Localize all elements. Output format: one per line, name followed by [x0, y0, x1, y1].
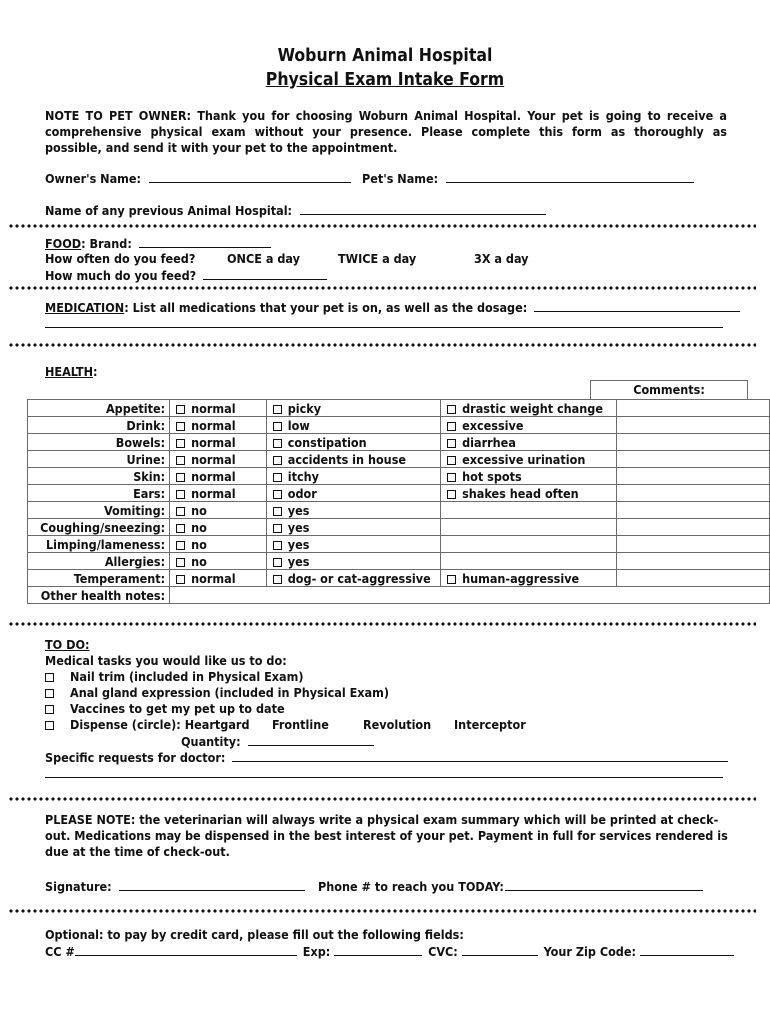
health-option-label: accidents in house: [287, 451, 407, 467]
medication-row: [45, 299, 740, 315]
health-row: [28, 400, 770, 417]
checkbox-icon[interactable]: [273, 473, 282, 482]
health-option[interactable]: [447, 469, 522, 484]
medication-field-line-2[interactable]: [45, 315, 723, 328]
health-option-cell: [170, 417, 267, 434]
health-option-label: yes: [287, 519, 310, 535]
specific-requests-row: [45, 749, 728, 765]
previous-hospital-field[interactable]: [300, 202, 546, 215]
health-option[interactable]: [176, 503, 207, 518]
zip-label: Your Zip Code:: [543, 944, 636, 959]
health-option-cell: [441, 536, 617, 553]
checkbox-icon[interactable]: [273, 558, 282, 567]
checkbox-icon[interactable]: [45, 705, 54, 714]
checkbox-icon[interactable]: [273, 524, 282, 533]
health-option-label: diarrhea: [462, 434, 516, 450]
health-row: [28, 434, 770, 451]
comments-header: Comments:: [590, 380, 748, 399]
health-option-cell: [266, 570, 440, 587]
owner-name-field[interactable]: [149, 170, 351, 183]
todo-item-nail-trim[interactable]: [45, 669, 303, 684]
cc-label: CC #: [45, 944, 75, 959]
health-option[interactable]: [447, 401, 603, 416]
health-row-label: Appetite:: [28, 400, 170, 417]
specific-requests-field-line-2[interactable]: [45, 765, 723, 778]
signature-row: [45, 878, 305, 894]
health-comment-field[interactable]: [617, 451, 770, 468]
health-option-label: yes: [287, 536, 310, 552]
payment-row: [45, 943, 734, 959]
previous-hospital-row: [45, 202, 546, 218]
phone-row: [318, 878, 703, 894]
health-row-label: Limping/lameness:: [28, 536, 170, 553]
medication-label: : List all medications that your pet is on, as well as the dosage:: [124, 300, 528, 315]
form-title: Physical Exam Intake Form: [265, 70, 505, 90]
health-option[interactable]: [176, 452, 235, 467]
health-option-cell: [441, 400, 617, 417]
health-option[interactable]: [273, 486, 317, 501]
health-heading-row: [45, 364, 97, 379]
health-option-cell: [170, 519, 267, 536]
section-divider: [8, 343, 756, 347]
health-option-label: no: [191, 502, 207, 518]
health-option[interactable]: [176, 401, 235, 416]
pet-name-row: [362, 170, 694, 186]
feed-frequency-label: How often do you feed?: [45, 251, 196, 266]
checkbox-icon[interactable]: [273, 405, 282, 414]
health-option[interactable]: [447, 435, 516, 450]
health-comment-field[interactable]: [617, 502, 770, 519]
quantity-label: Quantity:: [181, 734, 241, 749]
health-option-label: normal: [191, 468, 236, 484]
checkbox-icon[interactable]: [273, 541, 282, 550]
health-comment-field[interactable]: [617, 519, 770, 536]
health-option-cell: [266, 519, 440, 536]
health-comment-field[interactable]: [617, 570, 770, 587]
checkbox-icon[interactable]: [273, 439, 282, 448]
todo-intro: Medical tasks you would like us to do:: [45, 653, 287, 668]
health-option-cell: [170, 434, 267, 451]
health-option-cell: [441, 468, 617, 485]
health-table: [27, 399, 770, 604]
dispense-revolution-option[interactable]: Revolution: [363, 717, 432, 732]
health-comment-field[interactable]: [617, 417, 770, 434]
health-option-label: yes: [287, 553, 310, 569]
health-option-label: shakes head often: [462, 485, 579, 501]
todo-item-label: Vaccines to get my pet up to date: [70, 701, 285, 716]
checkbox-icon[interactable]: [176, 541, 185, 550]
feed-amount-label: How much do you feed?: [45, 268, 197, 283]
food-brand-label: : Brand:: [81, 236, 132, 251]
checkout-notice: PLEASE NOTE: the veterinarian will always write a physical exam summary which will be printed at check-out. Medications may be dispensed in the best interest of your pet. Payment in full for services rendered is due at the time of check-out.: [45, 812, 728, 860]
health-option[interactable]: [273, 469, 319, 484]
checkbox-icon[interactable]: [176, 456, 185, 465]
checkbox-icon[interactable]: [176, 439, 185, 448]
health-option-label: odor: [287, 485, 317, 501]
checkbox-icon[interactable]: [447, 405, 456, 414]
health-option[interactable]: [447, 486, 579, 501]
health-option-label: excessive urination: [462, 451, 586, 467]
checkbox-icon[interactable]: [447, 439, 456, 448]
health-option-cell: [266, 536, 440, 553]
health-option-label: normal: [191, 570, 236, 586]
health-option[interactable]: [447, 452, 585, 467]
health-row-label: Other health notes:: [28, 587, 170, 604]
previous-hospital-label: Name of any previous Animal Hospital:: [45, 203, 293, 218]
health-option-cell: [266, 434, 440, 451]
health-row: [28, 519, 770, 536]
health-option-label: picky: [287, 400, 322, 416]
health-comment-field[interactable]: [617, 553, 770, 570]
section-divider: [8, 286, 756, 290]
health-row: [28, 485, 770, 502]
feed-amount-row: [45, 267, 327, 283]
health-option-cell: [266, 502, 440, 519]
health-option-cell: [441, 417, 617, 434]
health-row-label: Allergies:: [28, 553, 170, 570]
checkbox-icon[interactable]: [273, 456, 282, 465]
checkbox-icon[interactable]: [176, 507, 185, 516]
health-comment-field[interactable]: [617, 400, 770, 417]
health-comment-field[interactable]: [617, 485, 770, 502]
health-option-label: itchy: [287, 468, 319, 484]
dispense-interceptor-option[interactable]: Interceptor: [454, 717, 526, 732]
checkbox-icon[interactable]: [273, 422, 282, 431]
health-option-cell: [170, 502, 267, 519]
form-hospital-name: Woburn Animal Hospital: [277, 46, 493, 66]
health-comment-field[interactable]: [617, 536, 770, 553]
quantity-row: [181, 733, 374, 749]
checkbox-icon[interactable]: [273, 490, 282, 499]
health-option[interactable]: [176, 537, 207, 552]
checkbox-icon[interactable]: [176, 422, 185, 431]
dispense-frontline-option[interactable]: Frontline: [272, 717, 329, 732]
health-row: [28, 502, 770, 519]
health-row-label: Ears:: [28, 485, 170, 502]
todo-item-vaccines[interactable]: [45, 701, 285, 716]
exp-field[interactable]: [334, 943, 422, 956]
health-option-cell: [441, 570, 617, 587]
health-option[interactable]: [176, 469, 235, 484]
medication-field[interactable]: [534, 299, 740, 312]
checkbox-icon[interactable]: [447, 575, 456, 584]
health-option[interactable]: [447, 418, 523, 433]
checkbox-icon[interactable]: [176, 405, 185, 414]
health-option-cell: [266, 553, 440, 570]
health-row: [28, 451, 770, 468]
health-option-label: normal: [191, 485, 236, 501]
health-option-label: low: [287, 417, 310, 433]
health-option-cell: [266, 468, 440, 485]
health-option[interactable]: [176, 571, 235, 586]
health-option-cell: [170, 570, 267, 587]
checkbox-icon[interactable]: [273, 575, 282, 584]
other-health-notes-field[interactable]: [170, 587, 770, 604]
health-option-cell: [266, 451, 440, 468]
health-option[interactable]: [273, 554, 310, 569]
feed-amount-field[interactable]: [203, 267, 327, 280]
health-heading-colon: :: [92, 364, 98, 379]
health-row: [28, 570, 770, 587]
health-row-label: Skin:: [28, 468, 170, 485]
owner-name-row: [45, 170, 351, 186]
checkbox-icon[interactable]: [447, 473, 456, 482]
health-option[interactable]: [273, 435, 367, 450]
checkbox-icon[interactable]: [447, 422, 456, 431]
checkbox-icon[interactable]: [176, 490, 185, 499]
intro-note: NOTE TO PET OWNER: Thank you for choosing Woburn Animal Hospital. Your pet is going to receive a comprehensive physical exam without your presence. Please complete this form as thoroughly as possible, and send it with your pet to the appointment.: [45, 108, 727, 156]
health-option-label: no: [191, 553, 207, 569]
health-row: [28, 536, 770, 553]
health-row-label: Temperament:: [28, 570, 170, 587]
health-option-label: no: [191, 519, 207, 535]
health-option-label: excessive: [462, 417, 524, 433]
health-row-label: Vomiting:: [28, 502, 170, 519]
exp-label: Exp:: [302, 944, 331, 959]
cvc-field[interactable]: [462, 943, 538, 956]
health-option-label: yes: [287, 502, 310, 518]
health-option[interactable]: [176, 418, 235, 433]
signature-label: Signature:: [45, 879, 112, 894]
checkbox-icon[interactable]: [176, 473, 185, 482]
health-option-cell: [266, 417, 440, 434]
health-option-cell: [170, 400, 267, 417]
health-option[interactable]: [447, 571, 579, 586]
health-option-cell: [170, 553, 267, 570]
health-row: [28, 417, 770, 434]
health-option[interactable]: [176, 520, 207, 535]
health-option-label: constipation: [287, 434, 367, 450]
checkbox-icon[interactable]: [45, 721, 54, 730]
health-option[interactable]: [273, 520, 310, 535]
feed-once-option[interactable]: ONCE a day: [227, 251, 300, 266]
health-row-label: Bowels:: [28, 434, 170, 451]
zip-field[interactable]: [640, 943, 734, 956]
todo-item-label: Anal gland expression (included in Physical Exam): [70, 685, 389, 700]
health-option[interactable]: [273, 503, 310, 518]
pet-name-label: Pet's Name:: [362, 171, 439, 186]
health-option[interactable]: [273, 418, 310, 433]
checkbox-icon[interactable]: [447, 456, 456, 465]
health-option-cell: [441, 434, 617, 451]
pet-name-field[interactable]: [446, 170, 694, 183]
health-option-label: dog- or cat-aggressive: [287, 570, 431, 586]
todo-item-anal-gland[interactable]: [45, 685, 389, 700]
health-option-cell: [266, 400, 440, 417]
health-option-cell: [441, 553, 617, 570]
health-option-cell: [170, 468, 267, 485]
health-option-label: drastic weight change: [462, 400, 603, 416]
section-divider: [8, 909, 756, 913]
health-option[interactable]: [176, 554, 207, 569]
health-option-label: hot spots: [462, 468, 522, 484]
phone-label: Phone # to reach you TODAY:: [318, 879, 504, 894]
health-row-label: Coughing/sneezing:: [28, 519, 170, 536]
health-row: [28, 553, 770, 570]
todo-item-dispense[interactable]: [45, 717, 250, 732]
quantity-field[interactable]: [248, 733, 374, 746]
health-option-cell: [441, 519, 617, 536]
health-option-cell: [170, 536, 267, 553]
health-option[interactable]: [176, 435, 235, 450]
specific-requests-label: Specific requests for doctor:: [45, 750, 226, 765]
checkbox-icon[interactable]: [447, 490, 456, 499]
health-option[interactable]: [273, 452, 406, 467]
health-row-label: Urine:: [28, 451, 170, 468]
todo-item-label: Dispense (circle): Heartgard: [70, 717, 250, 732]
feed-three-option[interactable]: 3X a day: [474, 251, 529, 266]
cvc-label: CVC:: [428, 944, 458, 959]
checkbox-icon[interactable]: [273, 507, 282, 516]
health-option-cell: [170, 485, 267, 502]
food-brand-row: [45, 235, 271, 251]
feed-twice-option[interactable]: TWICE a day: [338, 251, 417, 266]
todo-heading: TO DO:: [45, 637, 90, 652]
health-option[interactable]: [273, 401, 321, 416]
health-option-cell: [441, 485, 617, 502]
health-option-cell: [441, 451, 617, 468]
health-option-label: normal: [191, 434, 236, 450]
health-option-label: normal: [191, 400, 236, 416]
todo-item-label: Nail trim (included in Physical Exam): [70, 669, 304, 684]
health-option-label: no: [191, 536, 207, 552]
health-row-label: Drink:: [28, 417, 170, 434]
section-divider: [8, 224, 756, 228]
cc-field[interactable]: [75, 943, 297, 956]
health-comment-field[interactable]: [617, 468, 770, 485]
signature-field[interactable]: [119, 878, 305, 891]
health-option[interactable]: [273, 537, 310, 552]
checkbox-icon[interactable]: [176, 558, 185, 567]
section-divider: [8, 622, 756, 626]
payment-intro: Optional: to pay by credit card, please fill out the following fields:: [45, 927, 464, 942]
health-option[interactable]: [176, 486, 235, 501]
health-comment-field[interactable]: [617, 434, 770, 451]
health-option-cell: [266, 485, 440, 502]
health-option[interactable]: [273, 571, 431, 586]
checkbox-icon[interactable]: [45, 673, 54, 682]
food-brand-field[interactable]: [139, 235, 271, 248]
health-option-cell: [441, 502, 617, 519]
phone-field[interactable]: [505, 878, 703, 891]
medication-heading: MEDICATION: [45, 300, 125, 315]
health-option-cell: [170, 451, 267, 468]
health-option-label: normal: [191, 417, 236, 433]
health-row: [28, 587, 770, 604]
owner-name-label: Owner's Name:: [45, 171, 142, 186]
health-option-label: normal: [191, 451, 236, 467]
specific-requests-field[interactable]: [232, 749, 728, 762]
food-heading: FOOD: [45, 236, 82, 251]
health-option-label: human-aggressive: [462, 570, 580, 586]
checkbox-icon[interactable]: [176, 524, 185, 533]
checkbox-icon[interactable]: [45, 689, 54, 698]
section-divider: [8, 797, 756, 801]
health-heading: HEALTH: [45, 364, 93, 379]
health-row: [28, 468, 770, 485]
checkbox-icon[interactable]: [176, 575, 185, 584]
